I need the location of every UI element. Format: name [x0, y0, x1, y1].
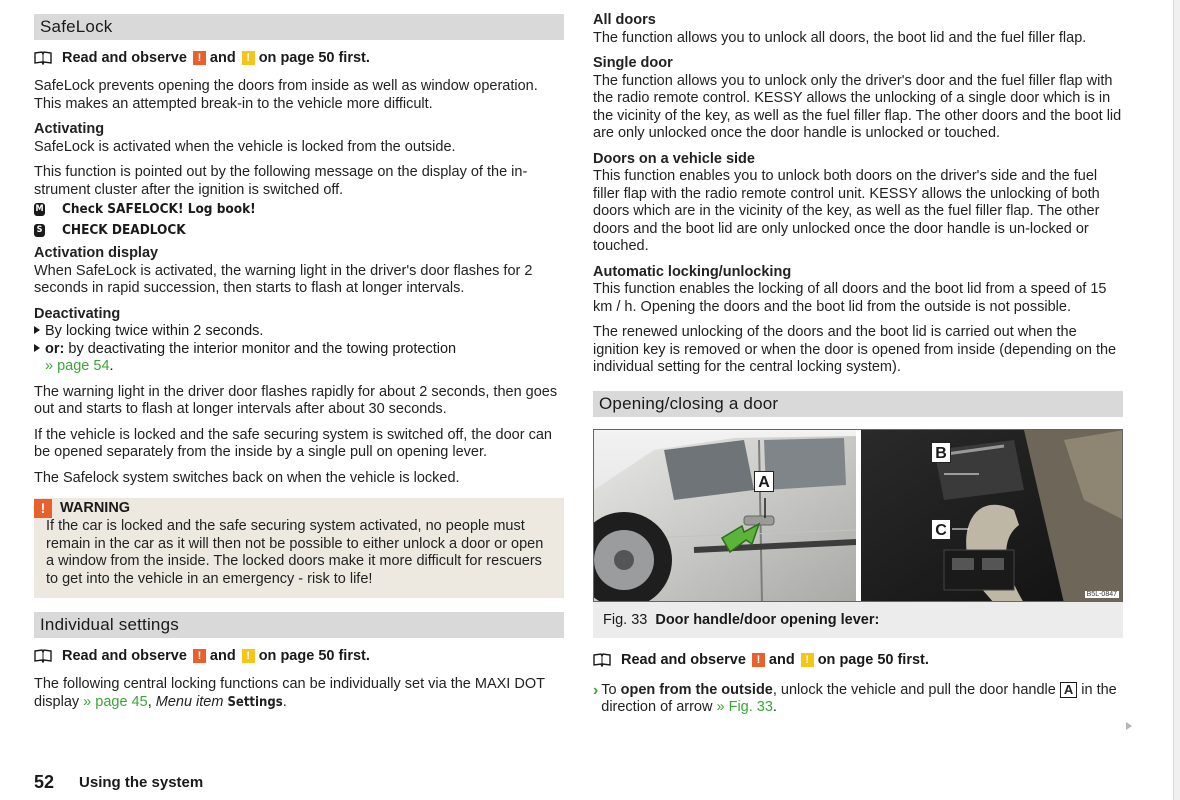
book-icon [593, 653, 611, 667]
book-icon [34, 51, 52, 65]
figure-door-handle [593, 429, 1123, 602]
figure-number: Fig. 33 [603, 611, 648, 628]
menu-item-label: Menu item [155, 693, 224, 710]
bullet-triangle-icon [34, 326, 40, 334]
figure-label-b: B [931, 442, 951, 463]
note-square-icon: ! [242, 51, 255, 65]
read-observe-and: and [209, 50, 236, 66]
display-message-text: Check SAFELOCK! Log book! [62, 201, 256, 217]
bullet-item [34, 341, 564, 359]
renewed-unlocking-text: The renewed unlocking of the doors and the boot lid is carried out when the ignition key is removed or when the door is opened from inside (depending on the individual setting for the central locking system). [593, 324, 1117, 375]
figure-label-a: A [754, 471, 774, 492]
bullet-text: by deactivating the interior monitor and the towing protection [68, 340, 457, 357]
left-column [34, 14, 564, 711]
read-observe-and: and [768, 651, 795, 668]
bullet-item [34, 323, 564, 341]
locked-text: If the vehicle is locked and the safe securing system is switched off, the door can be opened separately from the inside by a single pull on opening lever. [34, 426, 552, 460]
display-s-icon: S [34, 224, 45, 237]
step-arrow-icon: › [593, 681, 599, 699]
auto-locking-title: Automatic locking/unlocking [593, 263, 792, 280]
activation-display-title: Activation display [34, 245, 159, 261]
switches-back-text: The Safelock system switches back on when the vehicle is locked. [34, 469, 460, 486]
step-label-a: A [1060, 682, 1077, 698]
step-in: in [1081, 681, 1093, 698]
display-message-text: CHECK DEADLOCK [62, 222, 186, 238]
display-message [34, 220, 564, 241]
read-observe-line [34, 48, 564, 68]
section-heading-individual: Individual settings [34, 612, 564, 638]
single-door-text: The function allows you to unlock only the driver's door and the fuel filler flap with the radio remote control. KESSY allows the unlocking of a single door which is in the vicinity of the key, as well as the fuel filler flap. The other doors and the boot lid are only unlocked once the door handle is unlocked or touched. [593, 72, 1122, 141]
step-direction: the direction of arrow [601, 681, 1117, 715]
deactivating-title: Deactivating [34, 305, 121, 322]
safelock-intro: SafeLock prevents opening the doors from inside as well as window operation. This makes an attempted break-in to the vehicle more difficult. [34, 78, 538, 112]
figure-link[interactable]: » Fig. 33 [716, 699, 773, 715]
all-doors-title: All doors [593, 12, 656, 28]
page-edge [1173, 0, 1180, 800]
right-column [593, 12, 1123, 717]
page-footer [34, 772, 203, 793]
page-link[interactable]: » page 45 [83, 693, 148, 710]
page-number: 52 [34, 772, 55, 792]
all-doors-text: The function allows you to unlock all doors, the boot lid and the fuel filler flap. [593, 29, 1087, 46]
read-observe-suffix: on page 50 first. [258, 648, 370, 664]
figure-code: B5L-0847 [1086, 590, 1117, 598]
step-to: To [601, 681, 617, 698]
warning-square-icon: ! [752, 653, 765, 667]
individual-text-main: The following central locking functions can be individually set via the MAXI DOT display [34, 676, 545, 710]
auto-locking-text: This function enables the locking of all doors and the boot lid from a speed of 15 km / h. Opening the doors and the boot lid from the outside is not possible. [593, 281, 1107, 315]
warning-square-icon: ! [193, 649, 206, 663]
read-observe-suffix: on page 50 first. [817, 651, 929, 668]
read-observe-and: and [209, 648, 236, 664]
note-square-icon: ! [242, 649, 255, 663]
section-heading-opening: Opening/closing a door [593, 391, 1123, 417]
bullet-text: By locking twice within 2 seconds. [45, 323, 264, 339]
read-observe-line [593, 650, 1123, 670]
pointed-out-text: This function is pointed out by the following message on the display of the in-strument cluster after the ignition is switched off. [34, 164, 528, 198]
warning-light-text: The warning light in the driver door flashes rapidly for about 2 seconds, then goes out and starts to flash at longer intervals after about 30 seconds. [34, 383, 558, 417]
activation-display-text: When SafeLock is activated, the warning light in the driver's door flashes for 2 seconds in rapid succession, then starts to flash at longer intervals. [34, 262, 533, 296]
bullet-or: or: [45, 340, 65, 357]
bullet-triangle-icon [34, 344, 40, 352]
footer-section: Using the system [79, 774, 204, 791]
display-m-icon: M [35, 204, 44, 214]
warning-icon: ! [34, 499, 52, 518]
display-message [34, 199, 564, 220]
step-text [601, 682, 1123, 717]
warning-title-text: WARNING [60, 500, 131, 516]
step-bold: open from the outside [620, 681, 773, 698]
activating-title: Activating [34, 121, 105, 137]
book-icon [34, 649, 52, 663]
read-observe-prefix: Read and observe [62, 50, 187, 66]
section-heading-safelock: SafeLock [34, 14, 564, 40]
note-square-icon: ! [801, 653, 814, 667]
read-observe-suffix: on page 50 first. [258, 50, 370, 66]
bullet-continuation: » page 54. [45, 358, 114, 374]
door-photo-illustration [594, 430, 1123, 602]
activating-text: SafeLock is activated when the vehicle is locked from the outside. [34, 138, 456, 155]
step-end: . [772, 699, 777, 715]
read-observe-line [34, 646, 564, 666]
warning-text: If the car is locked and the safe securing system activated, no people must remain in the car as it will then not be possible to either unlock a door or open a window from the inside. The locked doors make it more difficult for rescuers to get into the vehicle in an emergency - risk to life! [46, 518, 544, 587]
instruction-step [593, 682, 1123, 717]
warning-title [34, 498, 552, 518]
page-link[interactable]: » page 54 [45, 358, 110, 374]
doors-side-text: This function enables you to unlock both doors on the driver's side and the fuel filler flap with the radio remote control unit. KESSY allows the unlocking of both doors which are in the vicinity of the key, as well as the fuel filler flap. The other doors and the boot lid are only unlocked once the door handle is un-locked or touched. [593, 168, 1100, 254]
single-door-title: Single door [593, 55, 673, 71]
figure-label-c: C [931, 519, 951, 540]
figure-caption [593, 602, 1123, 638]
individual-text: The following central locking functions can be individually set via the MAXI DOT display » page 45, Menu item Settings. [34, 676, 545, 710]
continue-arrow-icon [1126, 722, 1132, 730]
read-observe-prefix: Read and observe [62, 648, 187, 664]
figure-caption-text: Door handle/door opening lever: [655, 611, 880, 628]
read-observe-prefix: Read and observe [621, 651, 746, 668]
menu-item-value: Settings [227, 694, 283, 710]
step-main: , unlock the vehicle and pull the door handle [772, 681, 1056, 698]
warning-box [34, 498, 564, 598]
warning-square-icon: ! [193, 51, 206, 65]
doors-side-title: Doors on a vehicle side [593, 150, 755, 167]
